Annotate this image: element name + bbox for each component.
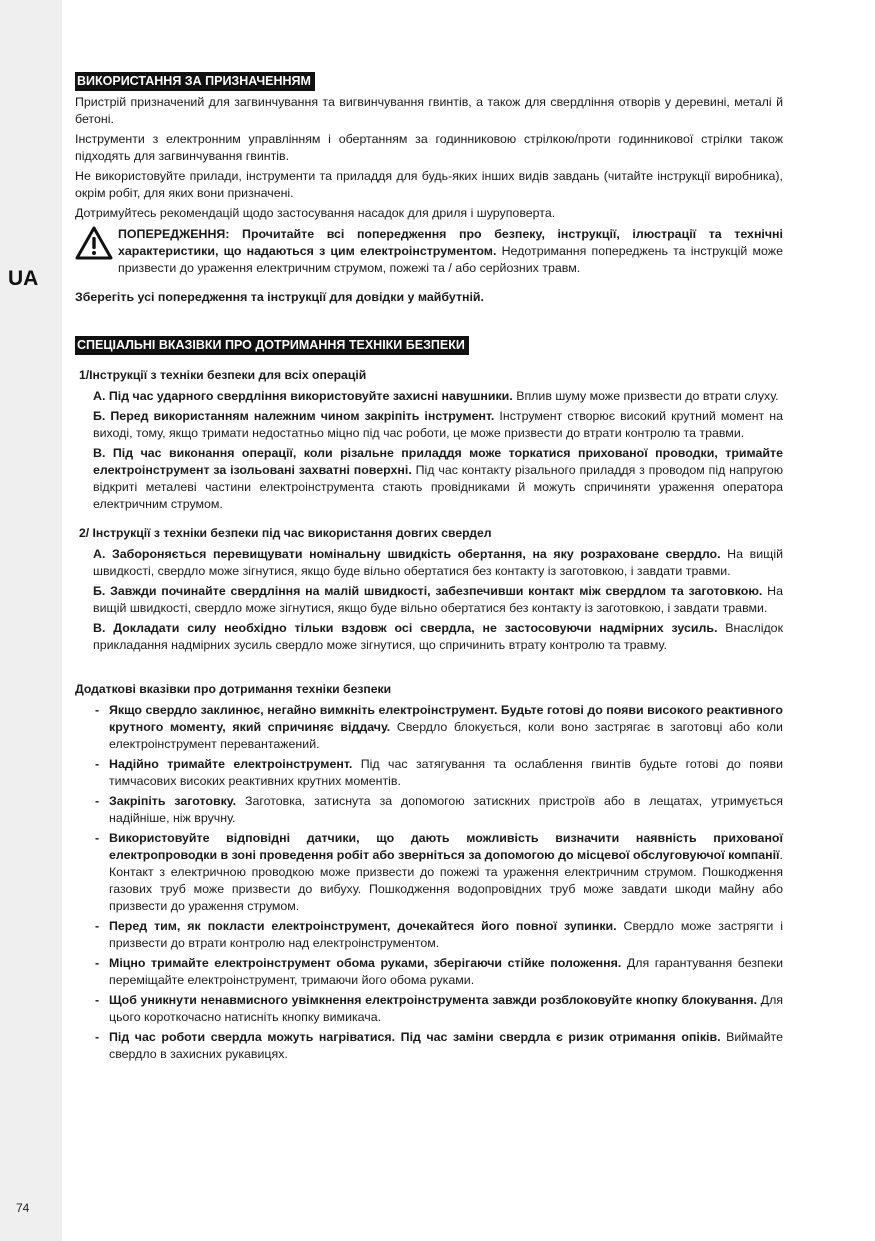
list-item: - Закріпіть заготовку. Заготовка, затиснута за допомогою затискних пристроїв або в лещатах, утримується надійніше, ніж вручну.: [95, 793, 783, 827]
list-item: А. Забороняється перевищувати номінальну швидкість обертання, на яку розраховане свердло. На вищій швидкості, свердло може зігнутися, якщо буде вільно обертатися без контакту із заготовкою, і завдати травми.: [93, 547, 783, 578]
additional-safety-heading: Додаткові вказівки про дотримання техніки безпеки: [75, 682, 392, 696]
list-item: - Перед тим, як покласти електроінструмент, дочекайтеся його повної зупинки. Свердло може застрягти і призвести до втрати контролю над електроінструментом.: [95, 918, 783, 952]
warning-block: [75, 226, 783, 277]
list-item: В. Докладати силу необхідно тільки вздовж осі свердла, не застосовуючи надмірних зусиль. Внаслідок прикладання надмірних зусиль свердло може зігнутися, що спричинить втрату контролю та травму.: [93, 621, 783, 652]
section-title-safety: СПЕЦІАЛЬНІ ВКАЗІВКИ ПРО ДОТРИМАННЯ ТЕХНІКИ БЕЗПЕКИ: [75, 336, 469, 355]
list-item: - Використовуйте відповідні датчики, що дають можливість визначити наявність прихованої електропроводки в зоні проведення робіт або зверніться за допомогою до місцевої обслуговуючої компанії. Контакт з електричною проводкою може призвести до пожежі та ураження електричним струмом. Пошкодження газових труб може призвести до вибуху. Пошкодження водопровідних труб може завдати шкоди майну або призвести до ураження струмом.: [95, 830, 783, 915]
list-item: - Якщо свердло заклинює, негайно вимкніть електроінструмент. Будьте готові до появи високого реактивного крутного моменту, який спричиняє віддачу. Свердло блокується, коли воно застрягає в заготовці або коли електроінструмент перевантажений.: [95, 702, 783, 753]
warning-text: Недотримання попереджень та інструкцій може призвести до ураження електричним струмом, пожежі та / або серйозних травм.: [118, 244, 783, 275]
list-long-drills: [75, 546, 783, 654]
paragraph: Пристрій призначений для загвинчування та вигвинчування гвинтів, а також для свердління отворів у деревині, металі й бетоні.: [75, 95, 783, 126]
list-all-operations: [75, 388, 783, 513]
additional-safety-list: [75, 702, 783, 1063]
list-item: - Надійно тримайте електроінструмент. Під час затягування та ослаблення гвинтів будьте готові до появи тимчасових високих реактивних крутних моментів.: [95, 756, 783, 790]
page-content: [75, 72, 783, 1066]
warning-triangle-icon: [75, 226, 113, 260]
paragraph: Дотримуйтесь рекомендацій щодо застосування насадок для дриля і шуруповерта.: [75, 206, 556, 220]
list-item: Б. Перед використанням належним чином закріпіть інструмент. Інструмент створює високий крутний момент на виході, тому, якщо тримати недостатньо міцно під час роботи, це може призвести до втрати контролю та травми.: [93, 409, 783, 440]
list-item: А. Під час ударного свердління використовуйте захисні навушники. Вплив шуму може призвести до втрати слуху.: [93, 389, 779, 403]
page-number: 74: [16, 1201, 30, 1215]
paragraph: Інструменти з електронним управлінням і обертанням за годинниковою стрілкою/проти годинникової стрілки також підходять для загвинчування гвинтів.: [75, 132, 783, 163]
list-item: - Під час роботи свердла можуть нагріватися. Під час заміни свердла є ризик отримання опіків. Виймайте свердло в захисних рукавицях.: [95, 1029, 783, 1063]
subsection-heading-long-drills: 2/ Інструкції з техніки безпеки під час використання довгих свердел: [79, 526, 492, 540]
subsection-heading-all-operations: 1/Інструкції з техніки безпеки для всіх операцій: [79, 368, 367, 382]
list-item: В. Під час виконання операції, коли різальне приладдя може торкатися прихованої проводки, тримайте електроінструмент за ізольовані захватні поверхні. Під час контакту різального приладдя з проводом під напругою відкриті металеві частини електроінструмента стають провідниками й можуть спричиняти ураження оператора електричним струмом.: [93, 446, 783, 511]
language-code: UA: [8, 267, 39, 290]
list-item: - Щоб уникнути ненавмисного увімкнення електроінструмента завжди розблоковуйте кнопку блокування. Для цього короткочасно натисніть кнопку вимикача.: [95, 992, 783, 1026]
paragraph: Не використовуйте прилади, інструменти та приладдя для будь-яких інших видів завдань (читайте інструкції виробника), окрім робіт, для яких вони призначені.: [75, 169, 783, 200]
intended-use-text: [75, 94, 783, 222]
list-item: Б. Завжди починайте свердління на малій швидкості, забезпечивши контакт між свердлом та заготовкою. На вищій швидкості, свердло може зігнутися, якщо буде вільно обертатися без контакту із заготовкою, і завдати травми.: [93, 584, 783, 615]
list-item: - Міцно тримайте електроінструмент обома руками, зберігаючи стійке положення. Для гарантування безпеки переміщайте електроінструмент, тримаючи його обома руками.: [95, 955, 783, 989]
page-side-strip: [0, 0, 62, 1241]
section-title-intended-use: ВИКОРИСТАННЯ ЗА ПРИЗНАЧЕННЯМ: [75, 72, 315, 91]
warning-bold-text: ПОПЕРЕДЖЕННЯ: Прочитайте всі попередження про безпеку, інструкції, ілюстрації та технічні характеристики, що надаються з цим електроінструментом.: [118, 227, 783, 258]
keep-instructions-note: Зберегіть усі попередження та інструкції для довідки у майбутній.: [75, 290, 484, 304]
